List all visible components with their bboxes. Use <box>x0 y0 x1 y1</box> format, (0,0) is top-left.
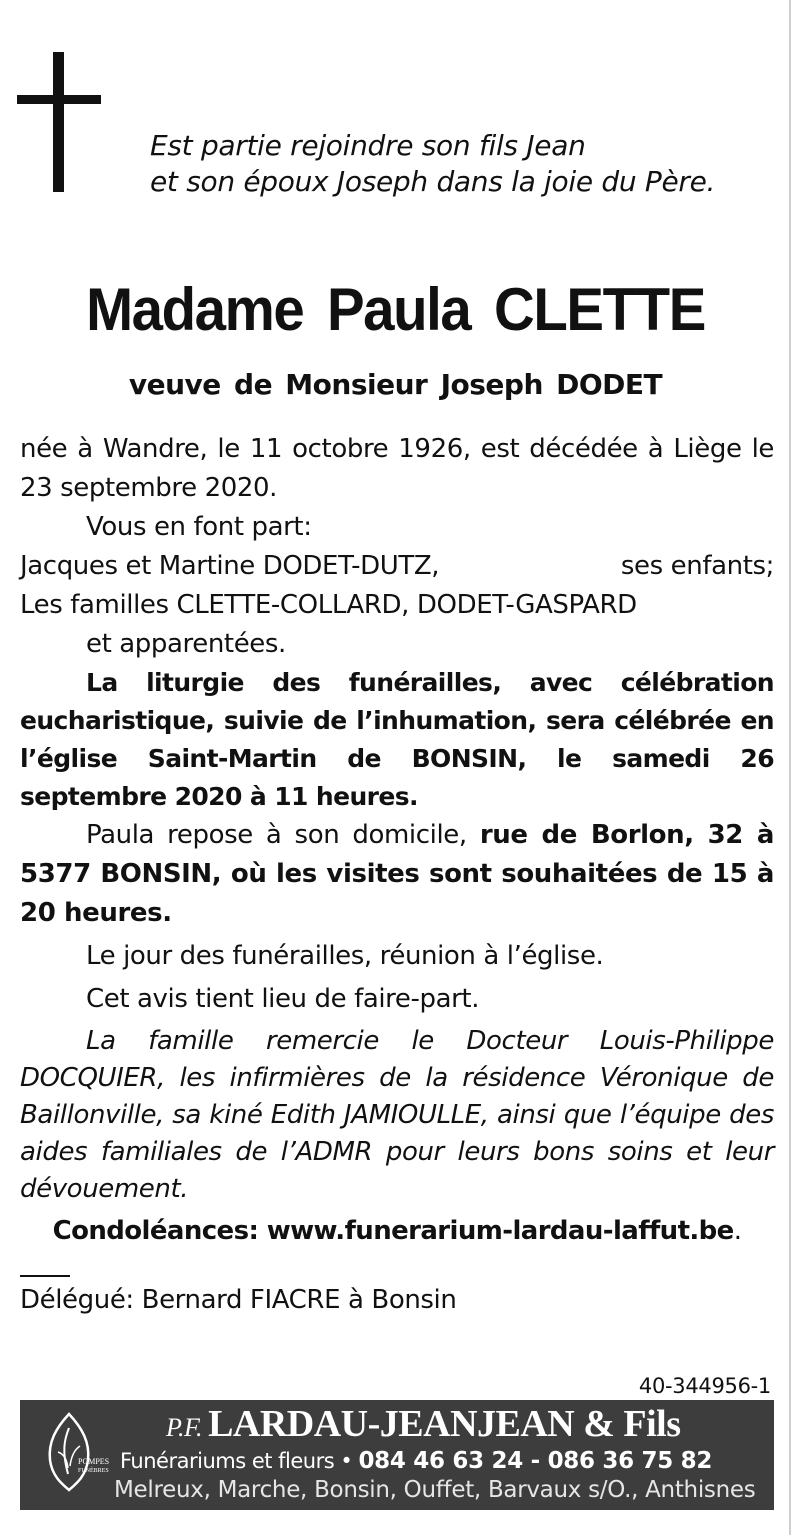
rest-lead: Paula repose à son domicile, <box>86 820 467 850</box>
cross-vertical-bar <box>53 52 64 192</box>
divider <box>20 1275 70 1277</box>
epigraph <box>150 128 770 200</box>
liturgy-text: La liturgie des funérailles, avec célébration eucharistique, suivie de l’inhumation, sera célébrée en l’église Saint-Martin de BONSIN, le samedi 26 septembre 2020 à 11 heures. <box>20 668 774 811</box>
condolences-line <box>20 1212 774 1251</box>
related-text: et apparentées. <box>86 629 286 659</box>
services-line <box>120 1446 712 1476</box>
rest-paragraph <box>20 816 774 933</box>
condolences-link[interactable]: Condoléances: www.funerarium-lardau-laffut.be <box>52 1216 734 1246</box>
reference-number: 40-344956-1 <box>638 1374 771 1398</box>
locations-line: Melreux, Marche, Bonsin, Ouffet, Barvaux s/O., Anthisnes <box>114 1477 756 1503</box>
delegate-text: Délégué: Bernard FIACRE à Bonsin <box>20 1285 457 1315</box>
announce-text: Vous en font part: <box>86 512 312 542</box>
children-names: Jacques et Martine DODET-DUTZ, <box>20 551 440 581</box>
children-role: ses enfants; <box>620 551 774 581</box>
birth-death-text: née à Wandre, le 11 octobre 1926, est décédée à Liège le 23 septembre 2020. <box>20 434 774 503</box>
logo-text-1: POMPES <box>78 1457 110 1466</box>
widow-of: veuve de Monsieur Joseph DODET <box>128 368 663 401</box>
funeral-home-logo <box>34 1408 110 1502</box>
thanks-text: La famille remercie le Docteur Louis-Philippe DOCQUIER, les infirmières de la résidence Véronique de Baillonville, sa kiné Edith JAMIOULLE, ainsi que l’équipe des aides familiales de l’ADMR pour leurs bons soins et leur dévouement. <box>20 1026 774 1204</box>
obituary-body <box>20 430 774 1320</box>
company-name: LARDAU-JEANJEAN & Fils <box>208 1403 681 1445</box>
phone-numbers[interactable]: 084 46 63 24 - 086 36 75 82 <box>358 1448 713 1474</box>
condolences-period: . <box>733 1216 742 1246</box>
rest-address: rue de Borlon, 32 à 5377 BONSIN, où les visites sont souhaitées de 15 à 20 heures. <box>20 820 774 928</box>
families-text: Les familles CLETTE-COLLARD, DODET-GASPARD <box>20 590 637 620</box>
family-row-children <box>20 547 774 586</box>
notice-text: Cet avis tient lieu de faire-part. <box>86 984 480 1014</box>
bullet: • <box>340 1449 353 1473</box>
funeral-home-banner <box>20 1400 774 1510</box>
services-text: Funérariums et fleurs <box>120 1449 335 1473</box>
funeral-home-name <box>166 1402 681 1450</box>
logo-text-2: FUNÈBRES <box>78 1468 109 1474</box>
cross-horizontal-bar <box>17 95 101 104</box>
meeting-text: Le jour des funérailles, réunion à l’église. <box>86 941 604 971</box>
epigraph-line-1: Est partie rejoindre son fils Jean <box>150 129 586 162</box>
pf-label: P.F. <box>166 1413 203 1442</box>
epigraph-line-2: et son époux Joseph dans la joie du Père. <box>150 165 716 198</box>
deceased-name: Madame Paula CLETTE <box>86 276 705 343</box>
